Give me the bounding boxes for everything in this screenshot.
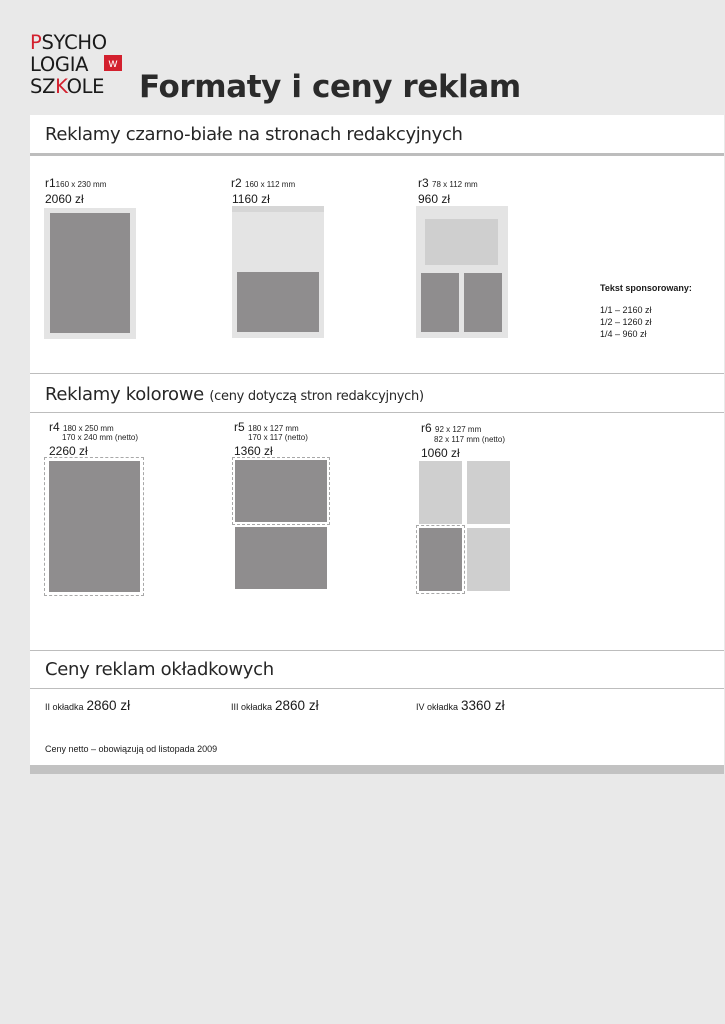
ad-area-r1	[50, 213, 130, 333]
quarter-page	[467, 528, 510, 591]
sponsored-item: 1/4 – 960 zł	[600, 329, 647, 339]
ad-area-r2	[237, 272, 319, 332]
quarter-page	[419, 461, 462, 524]
ad-code-r3: r3 78 x 112 mm	[418, 176, 478, 190]
ad-netto-r5: 170 x 117 (netto)	[248, 433, 308, 442]
section-title-covers: Ceny reklam okładkowych	[45, 659, 274, 680]
cover-price-iii: III okładka 2860 zł	[231, 698, 319, 713]
ad-code-r6: r6 92 x 127 mm	[421, 421, 482, 435]
cover-price-iv: IV okładka 3360 zł	[416, 698, 505, 713]
ad-price-r2: 1160 zł	[232, 192, 270, 206]
cover-price-value: 2860 zł	[275, 698, 319, 713]
ad-size: 78 x 112 mm	[432, 180, 478, 189]
text-block	[425, 219, 498, 265]
ad-code-r2: r2 160 x 112 mm	[231, 176, 296, 190]
section-divider	[30, 688, 724, 689]
logo-line-3: SZKOLE	[30, 75, 105, 98]
bleed-outline-r5	[232, 457, 330, 525]
sponsored-item: 1/2 – 1260 zł	[600, 317, 652, 327]
ad-area-r3-alt	[464, 273, 502, 332]
section-title-color: Reklamy kolorowe (ceny dotyczą stron redakcyjnych)	[45, 384, 424, 405]
ad-size: 160 x 112 mm	[245, 180, 296, 189]
ad-price-r3: 960 zł	[418, 192, 451, 206]
ad-area-r3	[421, 273, 459, 332]
section-divider	[30, 650, 724, 651]
ad-price-r1: 2060 zł	[45, 192, 84, 206]
ad-netto-r4: 170 x 240 mm (netto)	[62, 433, 139, 442]
cover-price-value: 2860 zł	[86, 698, 131, 713]
logo-line-1: PSYCHO	[30, 31, 107, 54]
logo	[30, 33, 122, 99]
page-title: Formaty i ceny reklam	[139, 69, 521, 105]
section-divider	[30, 412, 724, 413]
section-subtitle: (ceny dotyczą stron redakcyjnych)	[209, 389, 424, 404]
ad-code-r5: r5 180 x 127 mm	[234, 420, 299, 434]
cover-price-value: 3360 zł	[461, 698, 505, 713]
ad-size: 180 x 127 mm	[248, 424, 299, 433]
logo-badge: w	[104, 55, 122, 71]
cover-price-ii: II okładka 2860 zł	[45, 698, 131, 713]
ad-code-r1: r1160 x 230 mm	[45, 176, 107, 190]
ad-size: 92 x 127 mm	[435, 425, 482, 434]
ad-size: 160 x 230 mm	[55, 180, 107, 189]
ad-price-r4: 2260 zł	[49, 444, 88, 458]
ad-area-r4	[49, 461, 140, 592]
ad-area-r5-alt	[235, 527, 327, 589]
section-divider	[30, 373, 724, 374]
ad-size: 180 x 250 mm	[63, 424, 114, 433]
ad-price-r6: 1060 zł	[421, 446, 460, 460]
logo-line-2: LOGIA	[30, 53, 89, 76]
footnote: Ceny netto – obowiązują od listopada 2009	[45, 744, 218, 754]
ad-price-r5: 1360 zł	[234, 444, 273, 458]
sponsored-item: 1/1 – 2160 zł	[600, 305, 652, 315]
bottom-bar	[30, 765, 724, 774]
section-divider	[30, 153, 724, 156]
quarter-page	[467, 461, 510, 524]
section-title-bw: Reklamy czarno-białe na stronach redakcyjnych	[45, 124, 463, 145]
sponsored-title: Tekst sponsorowany:	[600, 283, 692, 293]
ad-code-r4: r4 180 x 250 mm	[49, 420, 114, 434]
ad-netto-r6: 82 x 117 mm (netto)	[434, 435, 505, 444]
bleed-outline-r6	[416, 525, 465, 594]
